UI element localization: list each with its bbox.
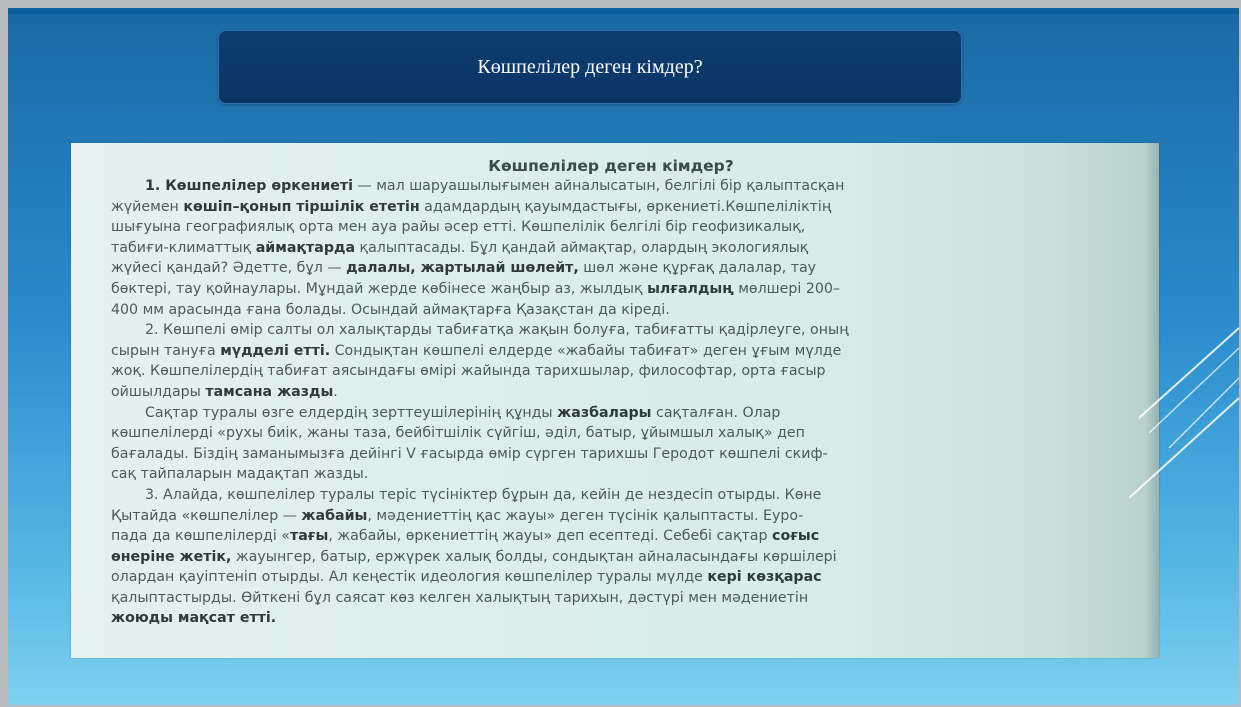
text-segment: жүйесі қандай? Әдетте, бұл — [111,260,347,277]
document-line [111,320,1111,341]
text-segment: қалыптастырды. Өйткені бұл саясат көз келген халықтың тарихын, дәстүрі мен мәдениетін [111,589,809,606]
document-line [111,506,1111,527]
text-segment: 400 мм арасында ғана болады. Осындай аймақтарға Қазақстан да кіреді. [111,301,670,318]
text-segment: олардан қауіптеніп отырды. Ал кеңестік идеология көшпелілер туралы мүлде [111,569,708,586]
bold-text-segment: ылғалдың [647,280,734,297]
document-lines [111,176,1111,629]
text-segment: сақталған. Олар [651,404,781,421]
bold-text-segment: соғыс [772,528,820,545]
text-segment: сақ тайпаларын мадақтап жазды. [111,466,369,483]
document-line [111,588,1111,609]
document-body [111,157,1111,629]
text-segment: Сақтар туралы өзге елдердің зерттеушілерінің құнды [145,404,558,421]
title-box [218,30,962,104]
text-segment: 2. Көшпелі өмір салты ол халықтарды табиғатқа жақын болуға, табиғатты қадірлеуге, оның [145,322,849,339]
text-segment: сырын тануға [111,342,221,359]
text-segment: 3. Алайда, көшпелілер туралы теріс түсініктер бұрын да, кейін де нездесіп отырды. Көне [145,486,822,503]
document-line [111,176,1111,197]
text-segment: Сондықтан көшпелі елдерде «жабайы табиғат» деген ұғым мүлде [330,342,842,359]
document-line [111,526,1111,547]
bold-text-segment: жоюды мақсат етті. [111,610,277,627]
text-segment: пада да көшпелілерді « [111,528,290,545]
bold-text-segment: тамсана жазды [205,383,334,400]
document-line [111,444,1111,465]
text-segment: шөл және құрғақ далалар, тау [578,260,817,277]
document-line [111,258,1111,279]
text-segment: ойшылдары [111,383,206,400]
document-line [111,217,1111,238]
text-segment: Қытайда «көшпелілер — [111,507,302,524]
bold-text-segment: жазбалары [557,404,652,421]
document-line [111,464,1111,485]
text-segment: шығуына географиялық орта мен ауа райы әсер етті. Көшпелілік белгілі бір геофизикалық, [111,219,806,236]
bold-text-segment: көшіп–қонып тіршілік ететін [183,198,420,215]
bold-text-segment: аймақтарда [255,239,356,256]
text-segment: жауынгер, батыр, ержүрек халық болды, сондықтан айналасындағы көршілері [231,548,837,565]
document-line [111,547,1111,568]
slide-title: Көшпелілер деген кімдер? [477,55,703,78]
text-segment: көшпелілерді «рухы биік, жаны таза, бейбітшілік сүйгіш, әділ, батыр, ұйымшыл халық» деп [111,425,805,442]
bold-text-segment: жабайы [301,507,368,524]
document-line [111,403,1111,424]
document-line [111,382,1111,403]
document-line [111,423,1111,444]
slide-top-strip [8,8,1239,14]
document-line [111,608,1111,629]
text-segment: табиғи-климаттық [111,239,256,256]
document-line [111,485,1111,506]
bold-text-segment: мүдделі етті. [220,342,331,359]
document-line [111,567,1111,588]
decorative-lines-icon [1129,308,1239,528]
bold-text-segment: 1. Көшпелілер өркениеті [145,178,354,194]
document-line [111,361,1111,382]
document-line [111,238,1111,259]
text-segment: , жабайы, өркениеттің жауы» деп есептеді. Себебі сақтар [328,528,773,545]
document-line [111,279,1111,300]
text-segment: жоқ. Көшпелілердің табиғат аясындағы өмірі жайында тарихшылар, философтар, орта ғасыр [111,363,826,380]
bold-text-segment: тағы [290,528,329,545]
text-segment: адамдардың қауымдастығы, өркениеті.Көшпеліліктің [419,198,832,215]
text-segment: қалыптасады. Бұл қандай аймақтар, олардың экологиялық [355,239,809,256]
text-segment: — мал шаруашылығымен айналысатын, белгілі бір қалыптасқан [353,178,845,194]
text-segment: бағалады. Біздің заманымызға дейінгі V ғасырда өмір сүрген тарихшы Геродот көшпелі скиф- [111,445,828,462]
document-line [111,341,1111,362]
text-segment: , мәдениеттің қас жауы» деген түсінік қалыптасты. Еуро- [367,507,804,524]
document-line [111,197,1111,218]
text-segment: мөлшері 200– [733,280,841,297]
document-heading: Көшпелілер деген кімдер? [488,157,734,175]
text-segment: жүйемен [111,198,184,215]
document-line [111,300,1111,321]
bold-text-segment: өнеріне жетік, [111,548,232,565]
text-segment: . [333,383,338,400]
textbook-page-image [71,143,1159,658]
slide [8,8,1239,705]
text-segment: бөктері, тау қойнаулары. Мұндай жерде көбінесе жаңбыр аз, жылдық [111,280,648,297]
bold-text-segment: далалы, жартылай шөлейт, [346,260,579,277]
bold-text-segment: кері көзқарас [707,569,822,586]
